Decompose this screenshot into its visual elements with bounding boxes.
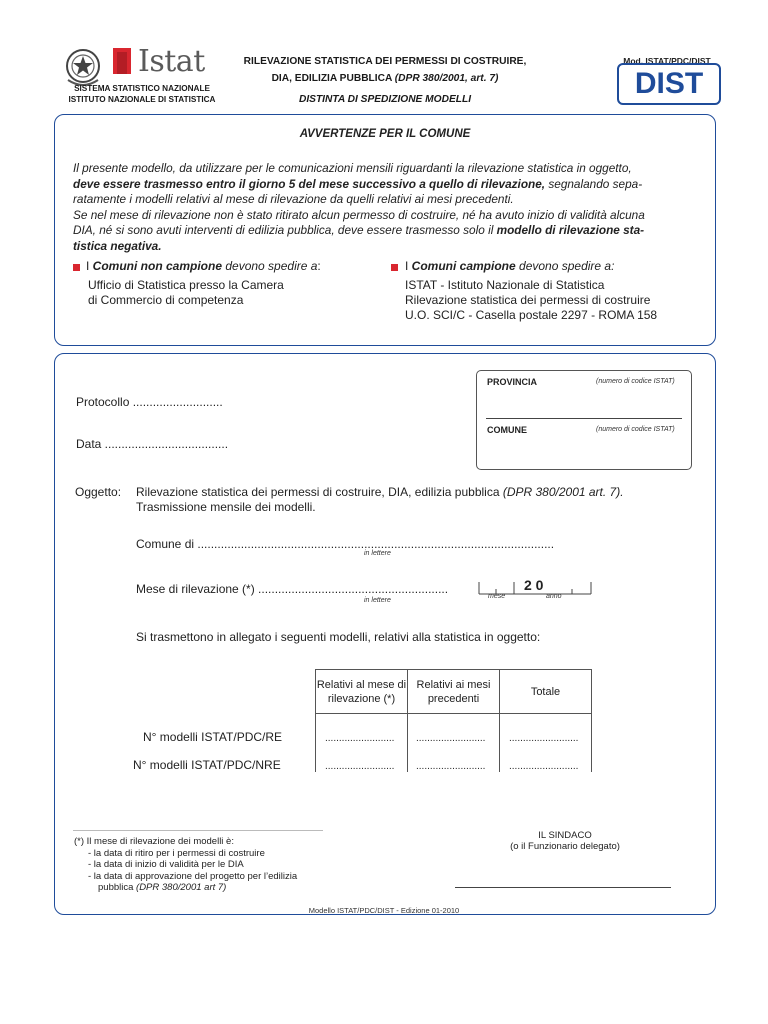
nre-previous-months-field[interactable]: .........................	[416, 761, 486, 772]
warnings-negative-model-text: modello di rilevazione sta-	[496, 223, 645, 237]
signature-block	[460, 830, 670, 852]
non-sample-heading	[86, 259, 321, 273]
sample-heading-bold: Comuni campione	[411, 259, 516, 273]
re-current-month-field[interactable]: .........................	[325, 733, 395, 744]
nre-total-field[interactable]: .........................	[509, 761, 579, 772]
footnote-divider	[73, 830, 323, 831]
sindaco-sublabel: (o il Funzionario delegato)	[510, 841, 620, 852]
warnings-line: segnalando sepa-	[545, 176, 643, 191]
bullet-icon	[391, 264, 398, 271]
provincia-code-line[interactable]	[486, 418, 682, 419]
warnings-line: Se nel mese di rilevazione non è stato ritirato alcun permesso di costruire, né ha avuto inizio di validità alcuna	[73, 207, 645, 222]
nre-current-month-field[interactable]: .........................	[325, 761, 395, 772]
oggetto-text	[136, 485, 624, 499]
provincia-label: PROVINCIA	[487, 377, 538, 387]
oggetto-label: Oggetto:	[75, 485, 122, 499]
edition-label: Modello ISTAT/PDC/DIST - Edizione 01-2010	[308, 906, 460, 915]
warnings-line: DIA, né si sono avuti interventi di edilizia pubblica, deve essere trasmesso solo il	[73, 223, 497, 237]
document-subtitle: DISTINTA DI SPEDIZIONE MODELLI	[298, 94, 472, 105]
non-sample-heading-text: I	[86, 259, 93, 273]
footnote-title: (*) Il mese di rilevazione dei modelli è:	[74, 836, 234, 847]
data-field[interactable]: Data .....................................	[76, 437, 229, 451]
warnings-line: tistica negativa.	[73, 238, 162, 253]
re-row-label: N° modelli ISTAT/PDC/RE	[143, 730, 283, 744]
provincia-note: (numero di codice ISTAT)	[596, 378, 675, 385]
sample-heading	[405, 259, 614, 273]
footnote-item: - la data di approvazione del progetto per l’edilizia	[88, 870, 298, 882]
footnote	[74, 836, 297, 894]
comune-label: COMUNE	[487, 425, 527, 435]
italian-republic-emblem-icon	[64, 46, 102, 88]
model-code: Mod. ISTAT/PDC/DIST	[623, 56, 711, 66]
mese-rilevazione-field[interactable]: Mese di rilevazione (*) .........................................................	[136, 582, 449, 596]
survey-title-line2: DIA, EDILIZIA PUBBLICA	[271, 73, 395, 84]
footnote-item: - la data di inizio di validità per le DIA	[88, 859, 244, 870]
istat-logo: Istat	[138, 44, 205, 79]
oggetto-line2: Trasmissione mensile dei modelli.	[136, 500, 316, 514]
in-lettere-caption: in lettere	[364, 597, 391, 604]
protocollo-field[interactable]: Protocollo ...........................	[76, 395, 223, 409]
anno-caption: anno	[546, 593, 562, 600]
oggetto-reference: (DPR 380/2001 art. 7).	[502, 485, 624, 499]
non-sample-address-line: di Commercio di competenza	[88, 293, 244, 307]
warnings-deadline-text: deve essere trasmesso entro il giorno 5 del mese successivo a quello di rilevazione,	[73, 176, 546, 191]
survey-title-line1: RILEVAZIONE STATISTICA DEI PERMESSI DI COSTRUIRE,	[243, 56, 527, 67]
istat-address-line: ISTAT - Istituto Nazionale di Statistica	[405, 278, 605, 292]
sindaco-label: IL SINDACO	[538, 830, 592, 841]
istat-address-line: Rilevazione statistica dei permessi di costruire	[405, 293, 651, 307]
survey-title-reference: (DPR 380/2001, art. 7)	[394, 73, 499, 84]
survey-title	[230, 53, 540, 87]
org-name-line1: SISTEMA STATISTICO NAZIONALE	[74, 84, 210, 93]
istat-logo-square-icon	[117, 52, 127, 74]
allegato-text: Si trasmettono in allegato i seguenti modelli, relativi alla statistica in oggetto:	[136, 630, 541, 644]
warnings-paragraph	[73, 161, 703, 254]
sample-heading-text: I	[405, 259, 412, 273]
table-header: Relativi ai mesi precedenti	[408, 670, 500, 714]
footnote-reference: (DPR 380/2001 art 7)	[136, 882, 227, 893]
comune-note: (numero di codice ISTAT)	[596, 426, 675, 433]
warnings-line: Il presente modello, da utilizzare per le comunicazioni mensili riguardanti la rilevazione statistica in oggetto,	[73, 161, 632, 175]
warnings-title: AVVERTENZE PER IL COMUNE	[299, 128, 471, 140]
year-prefix: 2 0	[524, 577, 544, 593]
signature-line[interactable]	[455, 887, 671, 888]
table-header: Relativi al mese di rilevazione (*)	[316, 670, 408, 714]
non-sample-address-line: Ufficio di Statistica presso la Camera	[88, 278, 284, 292]
comune-di-field[interactable]: Comune di ...........................................................................................................	[136, 537, 555, 551]
sample-heading-text: devono spedire a:	[515, 259, 615, 273]
warnings-line: ratamente i modelli relativi al mese di rilevazione da quelli relativi ai mesi precedenti.	[73, 192, 514, 206]
mese-caption: mese	[488, 593, 506, 600]
nre-row-label: N° modelli ISTAT/PDC/NRE	[133, 758, 281, 772]
table-header: Totale	[500, 670, 592, 714]
footnote-item: pubblica	[98, 882, 137, 893]
footnote-item: - la data di ritiro per i permessi di costruire	[88, 847, 265, 859]
models-table	[315, 669, 592, 772]
re-total-field[interactable]: .........................	[509, 733, 579, 744]
in-lettere-caption: in lettere	[364, 550, 391, 557]
re-previous-months-field[interactable]: .........................	[416, 733, 486, 744]
oggetto-text-main: Rilevazione statistica dei permessi di costruire, DIA, edilizia pubblica	[136, 485, 503, 499]
org-name-line2: ISTITUTO NAZIONALE DI STATISTICA	[68, 95, 216, 104]
non-sample-heading-bold: Comuni non campione	[92, 259, 223, 273]
non-sample-heading-text: :	[317, 259, 321, 273]
bullet-icon	[73, 264, 80, 271]
non-sample-heading-text: devono spedire a	[222, 259, 318, 273]
dist-badge: DIST	[617, 63, 721, 105]
istat-address-line: U.O. SCI/C - Casella postale 2297 - ROMA 158	[405, 308, 658, 322]
